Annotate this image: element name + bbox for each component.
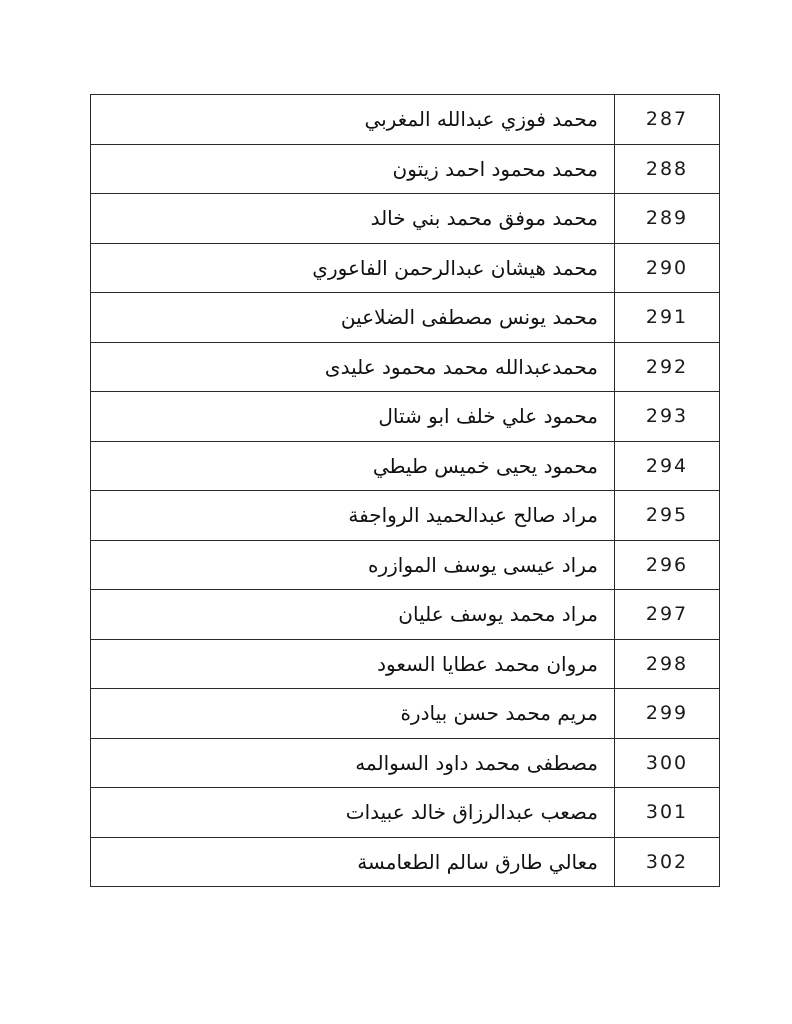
- row-number: 294: [615, 441, 720, 491]
- table-row: [91, 689, 720, 739]
- row-number: 295: [615, 491, 720, 541]
- row-name: مراد عيسى يوسف الموازره: [91, 540, 615, 590]
- table-row: [91, 738, 720, 788]
- row-number: 292: [615, 342, 720, 392]
- row-number: 299: [615, 689, 720, 739]
- table-row: [91, 392, 720, 442]
- row-number: 289: [615, 194, 720, 244]
- row-number: 293: [615, 392, 720, 442]
- row-name: محمد محمود احمد زيتون: [91, 144, 615, 194]
- table-row: [91, 243, 720, 293]
- row-number: 297: [615, 590, 720, 640]
- table-row: [91, 540, 720, 590]
- row-name: محمد هيشان عبدالرحمن الفاعوري: [91, 243, 615, 293]
- table-row: [91, 194, 720, 244]
- row-name: مراد صالح عبدالحميد الرواجفة: [91, 491, 615, 541]
- row-number: 302: [615, 837, 720, 887]
- row-number: 298: [615, 639, 720, 689]
- row-name: مريم محمد حسن بيادرة: [91, 689, 615, 739]
- names-table: [90, 94, 720, 887]
- row-number: 296: [615, 540, 720, 590]
- table-row: [91, 441, 720, 491]
- row-name: مروان محمد عطايا السعود: [91, 639, 615, 689]
- row-number: 291: [615, 293, 720, 343]
- row-name: محمدعبدالله محمد محمود عليدى: [91, 342, 615, 392]
- table-row: [91, 788, 720, 838]
- row-name: محمد يونس مصطفى الضلاعين: [91, 293, 615, 343]
- row-number: 287: [615, 95, 720, 145]
- row-name: مصعب عبدالرزاق خالد عبيدات: [91, 788, 615, 838]
- row-name: مصطفى محمد داود السوالمه: [91, 738, 615, 788]
- table-row: [91, 639, 720, 689]
- row-name: معالي طارق سالم الطعامسة: [91, 837, 615, 887]
- row-number: 290: [615, 243, 720, 293]
- row-number: 300: [615, 738, 720, 788]
- row-number: 288: [615, 144, 720, 194]
- table-row: [91, 342, 720, 392]
- row-name: محمود يحيى خميس طيطي: [91, 441, 615, 491]
- row-name: محمد موفق محمد بني خالد: [91, 194, 615, 244]
- row-name: مراد محمد يوسف عليان: [91, 590, 615, 640]
- table-row: [91, 95, 720, 145]
- table-row: [91, 293, 720, 343]
- row-name: محمد فوزي عبدالله المغربي: [91, 95, 615, 145]
- table-row: [91, 590, 720, 640]
- row-name: محمود علي خلف ابو شتال: [91, 392, 615, 442]
- table-row: [91, 837, 720, 887]
- row-number: 301: [615, 788, 720, 838]
- table-row: [91, 491, 720, 541]
- table-row: [91, 144, 720, 194]
